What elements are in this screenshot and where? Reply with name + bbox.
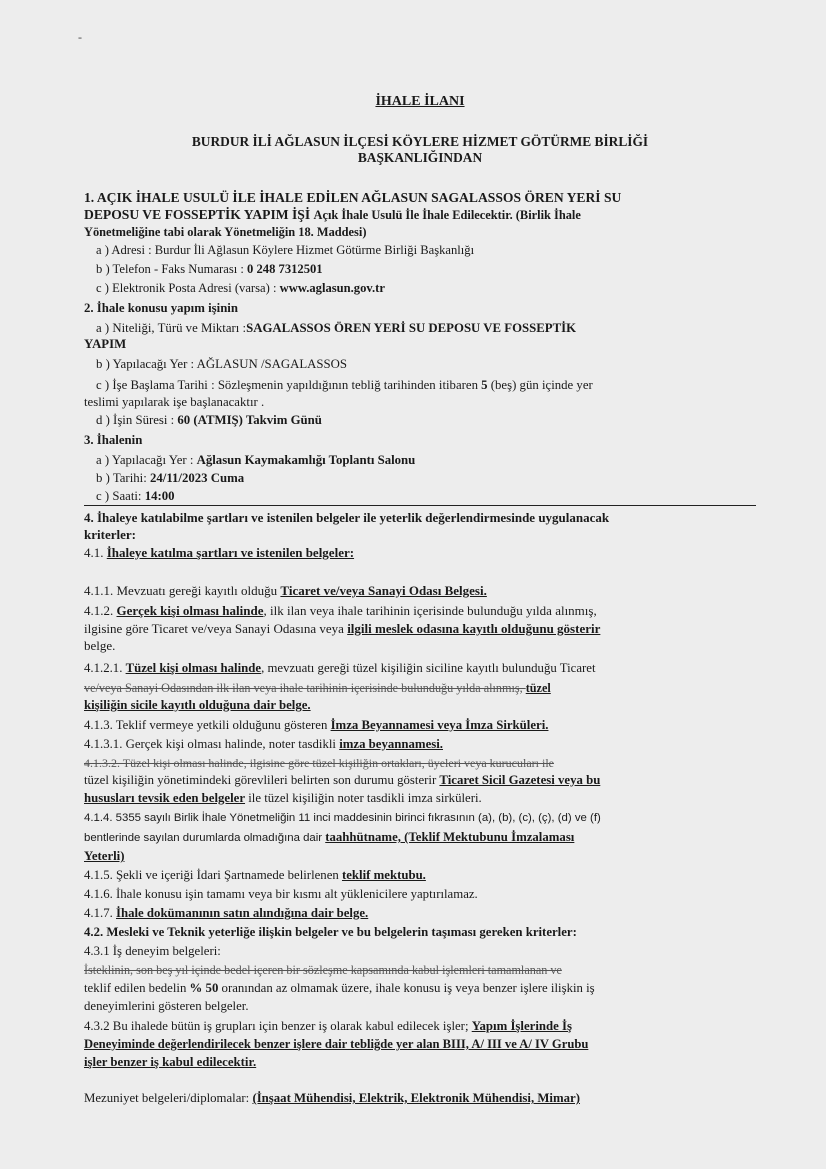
item-4-1-4-line-3: Yeterli) <box>84 849 125 863</box>
diplomas: Mezuniyet belgeleri/diplomalar: (İnşaat Mühendisi, Elektrik, Elektronik Mühendisi, Mimar) <box>84 1091 580 1105</box>
item-4-1-2-1-line-2: ve/veya Sanayi Odasından ilk ilan veya ihale tarihinin içerisinde bulunduğu yılda alınmış, tüzel <box>84 681 551 695</box>
work-type-2: YAPIM <box>84 337 127 351</box>
item-4-3-2-line-3: işler benzer iş kabul edilecektir. <box>84 1055 257 1069</box>
phone-fax: b ) Telefon - Faks Numarası : 0 248 7312501 <box>96 262 323 276</box>
subsection-4-2: 4.2. Mesleki ve Teknik yeterliğe ilişkin belgeler ve bu belgelerin taşıması gereken kriterler: <box>84 925 577 939</box>
item-4-3-1-line-3: deneyimlerini gösteren belgeler. <box>84 999 249 1013</box>
work-location: b ) Yapılacağı Yer : AĞLASUN /SAGALASSOS <box>96 357 347 371</box>
item-4-3-1: 4.3.1 İş deneyim belgeleri: <box>84 944 221 958</box>
section-1-heading-2: DEPOSU VE FOSSEPTİK YAPIM İŞİ Açık İhale Usulü İle İhale Edilecektir. (Birlik İhale <box>84 207 581 222</box>
item-4-3-2-line-2: Deneyiminde değerlendirilecek benzer işlere dair tebliğde yer alan BIII, A/ III ve A/ IV Grubu <box>84 1037 589 1051</box>
item-4-1-6: 4.1.6. İhale konusu işin tamamı veya bir kısmı alt yüklenicilere yaptırılamaz. <box>84 887 478 901</box>
item-4-1-2-line-2: ilgisine göre Ticaret ve/veya Sanayi Odasına veya ilgili meslek odasına kayıtlı olduğunu gösterir <box>84 621 601 636</box>
item-4-1-1: 4.1.1. Mevzuatı gereği kayıtlı olduğu Ticaret ve/veya Sanayi Odası Belgesi. <box>84 583 487 598</box>
item-4-1-4: 4.1.4. 5355 sayılı Birlik İhale Yönetmeliğin 11 inci maddesinin birinci fıkrasının (a), (b), (c), (ç), (d) ve (f) <box>84 812 601 824</box>
section-divider <box>84 505 756 506</box>
item-4-1-2-1-line-3: kişiliğin sicile kayıtlı olduğuna dair belge. <box>84 698 311 712</box>
item-4-1-2: 4.1.2. Gerçek kişi olması halinde, ilk ilan veya ihale tarihinin içerisinde bulunduğu yılda alınmış, <box>84 603 597 618</box>
item-4-1-3: 4.1.3. Teklif vermeye yetkili olduğunu gösteren İmza Beyannamesi veya İmza Sirküleri. <box>84 718 549 732</box>
item-4-1-3-2: 4.1.3.2. Tüzel kişi olması halinde, ilgisine göre tüzel kişiliğin ortakları, üyeleri veya kurucuları ile <box>84 756 554 770</box>
authority-line-1: BURDUR İLİ AĞLASUN İLÇESİ KÖYLERE HİZMET GÖTÜRME BİRLİĞİ <box>191 134 649 149</box>
item-4-1-3-1: 4.1.3.1. Gerçek kişi olması halinde, noter tasdikli imza beyannamesi. <box>84 737 443 751</box>
item-4-1-4-line-2: bentlerinde sayılan durumlarda olmadığına dair taahhütname, (Teklif Mektubunu İmzalaması <box>84 830 575 844</box>
tender-location: a ) Yapılacağı Yer : Ağlasun Kaymakamlığı Toplantı Salonu <box>96 453 416 467</box>
address: a ) Adresi : Burdur İli Ağlasun Köylere Hizmet Götürme Birliği Başkanlığı <box>96 243 475 257</box>
item-4-1-5: 4.1.5. Şekli ve içeriği İdari Şartnamede belirlenen teklif mektubu. <box>84 868 426 882</box>
item-4-1-3-2-line-2: tüzel kişiliğin yönetimindeki görevlileri belirten son durumu gösterir Ticaret Sicil Gazetesi veya bu <box>84 773 601 787</box>
work-type: a ) Niteliği, Türü ve Miktarı :SAGALASSOS ÖREN YERİ SU DEPOSU VE FOSSEPTİK <box>96 321 577 335</box>
notice-title: İHALE İLANI <box>375 94 465 109</box>
item-4-3-1-line-1: İsteklinin, son beş yıl içinde bedel içeren bir sözleşme kapsamında kabul işlemleri tamamlanan ve <box>84 963 562 977</box>
item-4-3-1-line-2: teklif edilen bedelin % 50 oranından az olmamak üzere, ihale konusu iş veya benzer işlere ilişkin iş <box>84 981 595 995</box>
start-date-2: teslimi yapılarak işe başlanacaktır . <box>84 395 265 409</box>
subsection-4-1: 4.1. İhaleye katılma şartları ve istenilen belgeler: <box>84 545 355 560</box>
email-address: c ) Elektronik Posta Adresi (varsa) : www.aglasun.gov.tr <box>96 281 385 295</box>
start-date: c ) İşe Başlama Tarihi : Sözleşmenin yapıldığının tebliğ tarihinden itibaren 5 (beş) gün içinde yer <box>96 378 593 392</box>
authority-line-2: BAŞKANLIĞINDAN <box>357 150 483 165</box>
item-4-1-2-1: 4.1.2.1. Tüzel kişi olması halinde, mevzuatı gereği tüzel kişiliğin siciline kayıtlı bulunduğu Ticaret <box>84 661 596 675</box>
work-duration: d ) İşin Süresi : 60 (ATMIŞ) Takvim Günü <box>96 413 322 427</box>
section-1-heading: 1. AÇIK İHALE USULÜ İLE İHALE EDİLEN AĞLASUN SAGALASSOS ÖREN YERİ SU <box>84 190 622 205</box>
item-4-3-2: 4.3.2 Bu ihalede bütün iş grupları için benzer iş olarak kabul edilecek işler; Yapım İşlerinde İş <box>84 1019 572 1033</box>
item-4-1-3-2-line-3: hususları tevsik eden belgeler ile tüzel kişiliğin noter tasdikli imza sirküleri. <box>84 791 482 805</box>
section-2-heading: 2. İhale konusu yapım işinin <box>84 301 238 315</box>
tender-time: c ) Saati: 14:00 <box>96 489 175 503</box>
scan-mark: - <box>78 30 82 44</box>
section-4-heading-2: kriterler: <box>84 527 136 542</box>
section-1-heading-3: Yönetmeliğine tabi olarak Yönetmeliğin 18. Maddesi) <box>84 225 367 239</box>
item-4-1-7: 4.1.7. İhale dokümanının satın alındığına dair belge. <box>84 906 369 920</box>
section-4-heading: 4. İhaleye katılabilme şartları ve istenilen belgeler ile yeterlik değerlendirmesinde uygulanacak <box>84 510 610 525</box>
item-4-1-2-line-3: belge. <box>84 638 116 653</box>
tender-date: b ) Tarihi: 24/11/2023 Cuma <box>96 471 245 485</box>
section-3-heading: 3. İhalenin <box>84 433 143 447</box>
